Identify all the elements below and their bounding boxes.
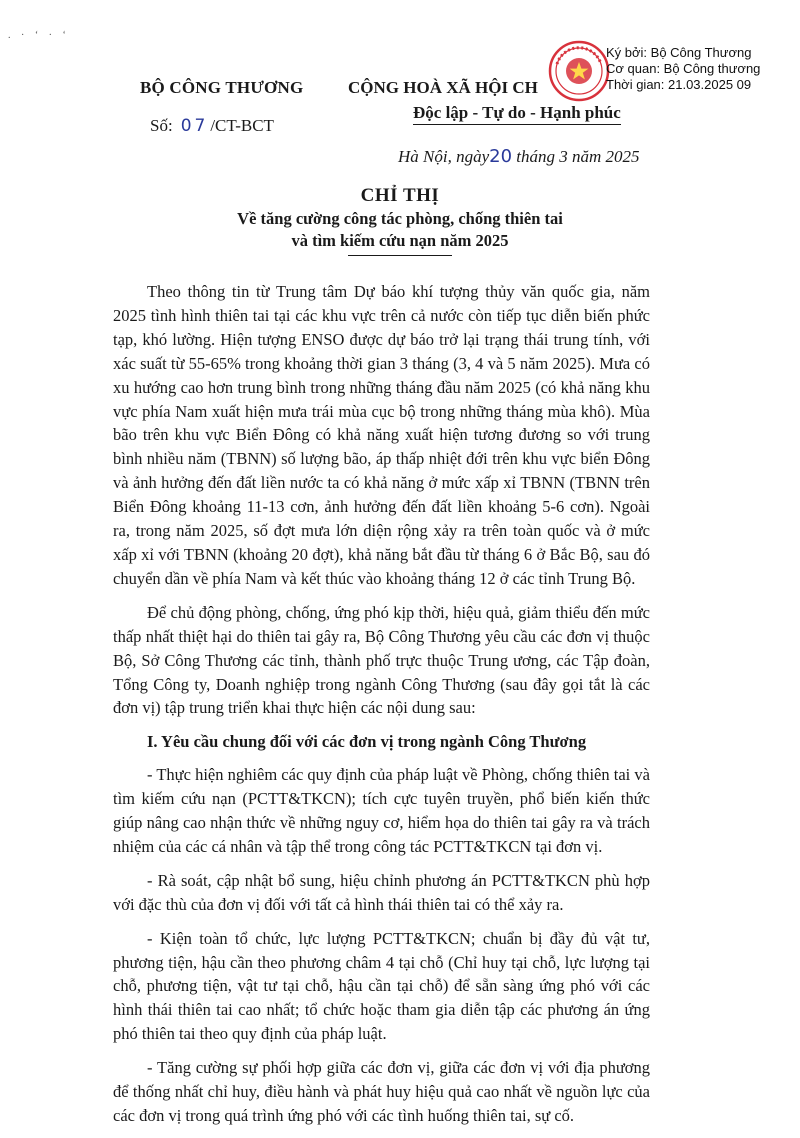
signing-agency: Cơ quan: Bộ Công thương xyxy=(606,61,761,76)
section-item: - Rà soát, cập nhật bổ sung, hiệu chỉnh phương án PCTT&TKCN phù hợp với đặc thù của đơn vị đối với tất cả hình thái thiên tai có thể xảy ra. xyxy=(113,870,650,914)
section-heading: I. Yêu cầu chung đối với các đơn vị trong ngành Công Thương xyxy=(147,732,587,752)
intro-paragraph: Theo thông tin từ Trung tâm Dự báo khí tượng thủy văn quốc gia, năm 2025 tình hình thiên tai tại các khu vực trên cả nước còn tiếp tục diễn biến phức tạp, khó lường. Hiện tượng ENSO được dự báo trở lại trạng thái trung tính, với xác suất từ 55-65% trong khoảng thời gian 3 tháng (3, 4 và 5 năm 2025). Mưa có xu hướng cao hơn trung bình trong những tháng đầu năm 2025 (có khả năng khu vực phía Nam xuất hiện mưa trái mùa cục bộ trong những tháng mùa khô). Mùa bão trên khu vực Biển Đông có khả năng xuất hiện tương đương so với trung bình nhiều năm (TBNN) số lượng bão, áp thấp nhiệt đới trên khu vực biển Đông và ảnh hưởng đến đất liền nước ta có khả năng ở mức xấp xỉ TBNN (TBNN trên Biển Đông khoảng 11-13 cơn, ảnh hưởng đến đất liền khoảng 5-6 cơn). Ngoài ra, trong năm 2025, số đợt mưa lớn diện rộng xảy ra trên toàn quốc và ở mức xấp xỉ với TBNN (khoảng 20 đợt), khả năng bắt đầu từ tháng 6 ở Bắc Bộ, sau đó chuyển dần về phía Nam và kết thúc vào khoảng tháng 12 ở các tỉnh Trung Bộ. xyxy=(113,282,650,588)
number-suffix: /CT-BCT xyxy=(210,116,274,135)
document-number xyxy=(150,116,274,136)
document-subtitle xyxy=(0,208,800,252)
motto: Độc lập - Tự do - Hạnh phúc xyxy=(413,103,621,125)
section-item: - Thực hiện nghiêm các quy định của pháp luật về Phòng, chống thiên tai và tìm kiếm cứu nạn (PCTT&TKCN); tích cực tuyên truyền, phổ biến kiến thức giúp nâng cao nhận thức về những nguy cơ, hiểm họa do thiên tai gây ra và trách nhiệm của các cá nhân và tập thể trong công tác PCTT&TKCN tại đơn vị. xyxy=(113,765,650,856)
ministry-name: BỘ CÔNG THƯƠNG xyxy=(140,78,304,97)
document-body xyxy=(113,280,650,1138)
subtitle-underline xyxy=(348,255,452,256)
scan-marks: . · ‘ · ‘ xyxy=(8,30,70,41)
issue-date xyxy=(398,146,640,167)
signing-time: Thời gian: 21.03.2025 09 xyxy=(606,77,752,92)
document-title: CHỈ THỊ xyxy=(360,185,440,206)
subtitle-line-1: Về tăng cường công tác phòng, chống thiên tai xyxy=(237,209,563,228)
digital-signature-block xyxy=(606,45,760,93)
red-official-seal-icon xyxy=(548,40,610,102)
date-prefix: Hà Nội, ngày xyxy=(398,147,490,166)
subtitle-line-2: và tìm kiếm cứu nạn năm 2025 xyxy=(291,231,509,250)
nation-name: CỘNG HOÀ XÃ HỘI CH xyxy=(348,78,538,97)
section-item: - Kiện toàn tổ chức, lực lượng PCTT&TKCN; chuẩn bị đầy đủ vật tư, phương tiện, hậu cần theo phương châm 4 tại chỗ (Chỉ huy tại chỗ, lực lượng tại chỗ, phương tiện, vật tư tại chỗ, hậu cần tại chỗ) để sẵn sàng ứng phó với các hình thái thiên tai cao nhất; tổ chức hoặc tham gia diễn tập các phương án ứng phó thiên tai theo quy định của pháp luật. xyxy=(113,928,650,1044)
date-suffix: tháng 3 năm 2025 xyxy=(516,147,640,166)
section-item: - Tăng cường sự phối hợp giữa các đơn vị, giữa các đơn vị với địa phương để thống nhất chỉ huy, điều hành và phát huy hiệu quả cao nhất về nguồn lực của các đơn vị trong quá trình ứng phó với các tình huống thiên tai, sự cố. xyxy=(113,1058,650,1125)
number-handwritten: 07 xyxy=(180,116,209,136)
number-prefix: Số: xyxy=(150,116,173,135)
signed-by: Ký bởi: Bộ Công Thương xyxy=(606,45,752,60)
date-day-handwritten: 20 xyxy=(489,146,513,167)
request-paragraph: Để chủ động phòng, chống, ứng phó kịp thời, hiệu quả, giảm thiểu đến mức thấp nhất thiệt hại do thiên tai gây ra, Bộ Công Thương yêu cầu các đơn vị thuộc Bộ, Sở Công Thương các tỉnh, thành phố trực thuộc Trung ương, các Tập đoàn, Tổng Công ty, Doanh nghiệp trong ngành Công Thương (sau đây gọi tắt là các đơn vị) tập trung triển khai thực hiện các nội dung sau: xyxy=(113,602,650,718)
